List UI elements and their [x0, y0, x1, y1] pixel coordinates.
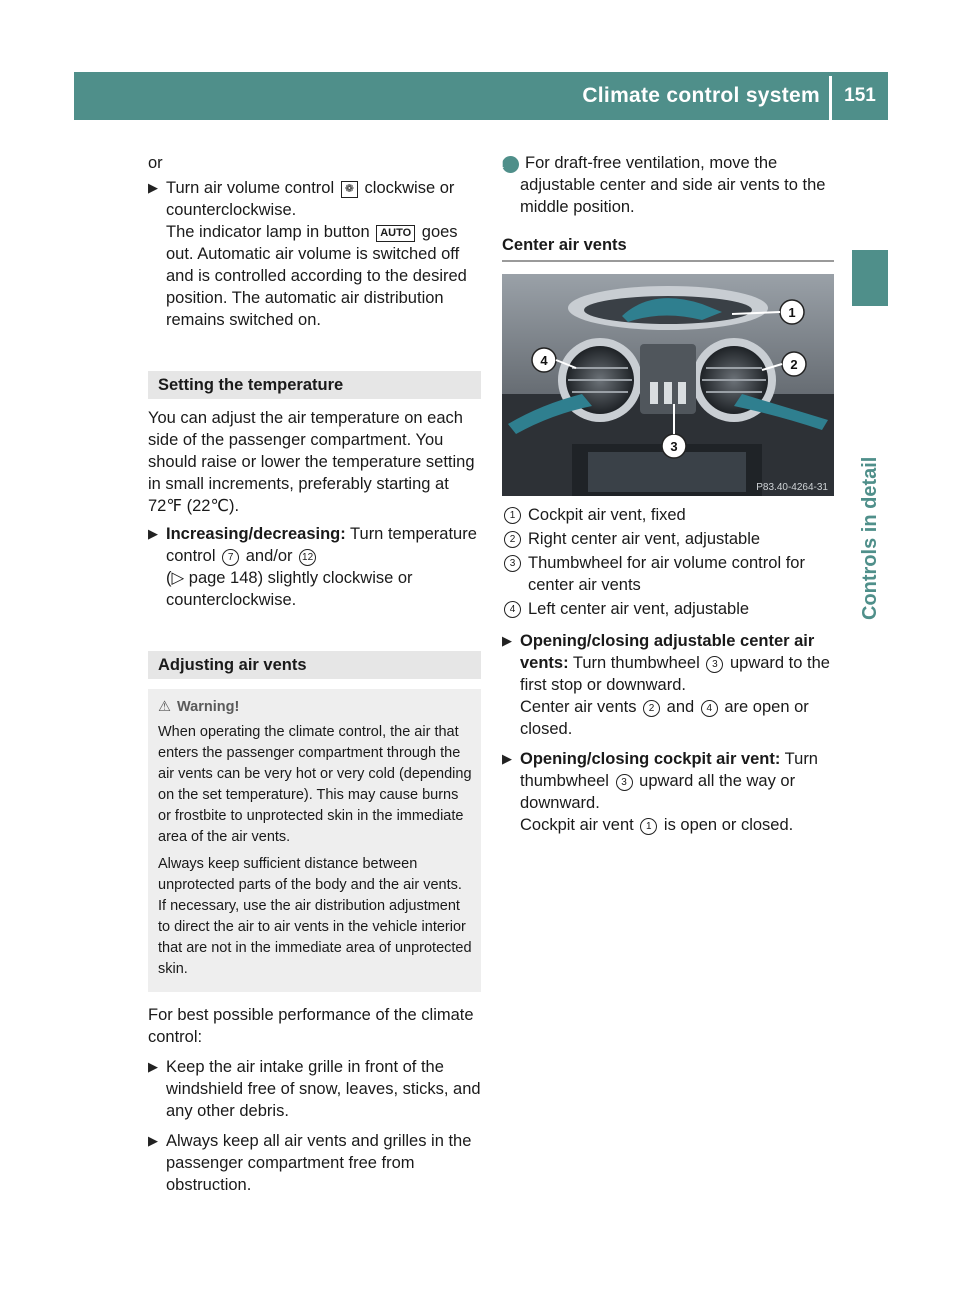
callout-label-3: 3 [670, 439, 678, 454]
temperature-paragraph: You can adjust the air temperature on each side of the passenger compartment. You should raise or lower the temperature setting in small increments, preferably starting at 72℉ (22℃). [148, 409, 475, 515]
performance-paragraph: For best possible performance of the climate control: [148, 1006, 474, 1046]
step-air-volume: ▶ Turn air volume control ❁ clockwise or counterclockwise. The indicator lamp in button AUTO goes out. Automatic air volume is switched off and is controlled according to the desired position. The automatic air distribution remains switched on. [148, 179, 467, 329]
warning-text-2: Always keep sufficient distance between unprotected parts of the body and the air vents. If necessary, use the air distribution adjustment to direct the air to air vents in the vehicle interior that are not in the immediate area of unprotected skin. [158, 856, 472, 977]
side-tab-marker [852, 250, 888, 306]
bullet-intake-grille: ▶ Keep the air intake grille in front of the windshield free of snow, leaves, sticks, and any other debris. [148, 1058, 481, 1120]
step-arrow-icon: ▶ [148, 180, 158, 195]
step-arrow-icon: ▶ [148, 1059, 158, 1074]
side-section-label: Controls in detail [859, 456, 881, 620]
dashboard-illustration [502, 274, 834, 496]
section-adjusting-vents: Adjusting air vents [148, 651, 481, 679]
info-icon: i [502, 156, 519, 173]
callout-12: 12 [299, 549, 316, 566]
step-arrow-icon: ▶ [502, 751, 512, 766]
warning-text-1: When operating the climate control, the air that enters the passenger compartment through the air vents can be very hot or very cold (depending on the set temperature). This may cause burns or frostbite to unprotected skin in the immediate area of the air vents. [158, 724, 472, 845]
fan-key-icon: ❁ [341, 181, 358, 198]
chapter-title: Climate control system [582, 84, 820, 107]
legend-item: 1 Cockpit air vent, fixed [502, 504, 834, 526]
section-setting-temperature: Setting the temperature [148, 371, 481, 399]
subhead-center-vents: Center air vents [502, 234, 834, 262]
warning-triangle-icon: ⚠ [158, 699, 171, 715]
callout-label-2: 2 [790, 357, 798, 372]
step-temperature: ▶ Increasing/decreasing: Turn temperature control 7 and/or 12 (▷ page 148) slightly clockwise or counterclockwise. [148, 525, 477, 609]
legend-item: 3 Thumbwheel for air volume control for center air vents [502, 552, 834, 596]
step-arrow-icon: ▶ [148, 1133, 158, 1148]
auto-key-icon: AUTO [376, 225, 415, 242]
or-text: or [148, 154, 163, 172]
header-bar [74, 72, 888, 120]
callout-7: 7 [222, 549, 239, 566]
page-number: 151 [844, 85, 876, 106]
callout-label-4: 4 [540, 353, 548, 368]
step-arrow-icon: ▶ [502, 633, 512, 648]
left-column [148, 152, 481, 1196]
photo-code: P83.40-4264-31 [756, 482, 828, 493]
step-arrow-icon: ▶ [148, 526, 158, 541]
center-vents-photo [502, 274, 834, 496]
legend-item: 4 Left center air vent, adjustable [502, 598, 834, 620]
step-center-vents: ▶ Opening/closing adjustable center air vents: Turn thumbwheel 3 upward to the first stop or downward. Center air vents 2 and 4 are open or closed. [502, 632, 830, 738]
warning-box: ⚠ Warning! When operating the climate control, the air that enters the passenger compartment through the air vents can be very hot or very cold (depending on the set temperature). This may cause burns or frostbite to unprotected skin in the immediate area of the air vents. Always keep sufficient distance between unprotected parts of the body and the air vents. If necessary, use the air distribution adjustment to direct the air to air vents in the vehicle interior that are not in the immediate area of unprotected skin. [148, 689, 481, 992]
right-column [499, 152, 834, 836]
bullet-vents-free: ▶ Always keep all air vents and grilles in the passenger compartment free from obstruction. [148, 1132, 472, 1194]
callout-label-1: 1 [788, 305, 796, 320]
info-note: i For draft-free ventilation, move the adjustable center and side air vents to the middle position. [499, 154, 826, 216]
page-reference[interactable]: (▷ page 148) slightly clockwise or counterclockwise. [166, 569, 413, 609]
legend-item: 2 Right center air vent, adjustable [502, 528, 834, 550]
step-cockpit-vent: ▶ Opening/closing cockpit air vent: Turn thumbwheel 3 upward all the way or downward. Cockpit air vent 1 is open or closed. [502, 750, 818, 834]
legend-list [502, 504, 834, 620]
